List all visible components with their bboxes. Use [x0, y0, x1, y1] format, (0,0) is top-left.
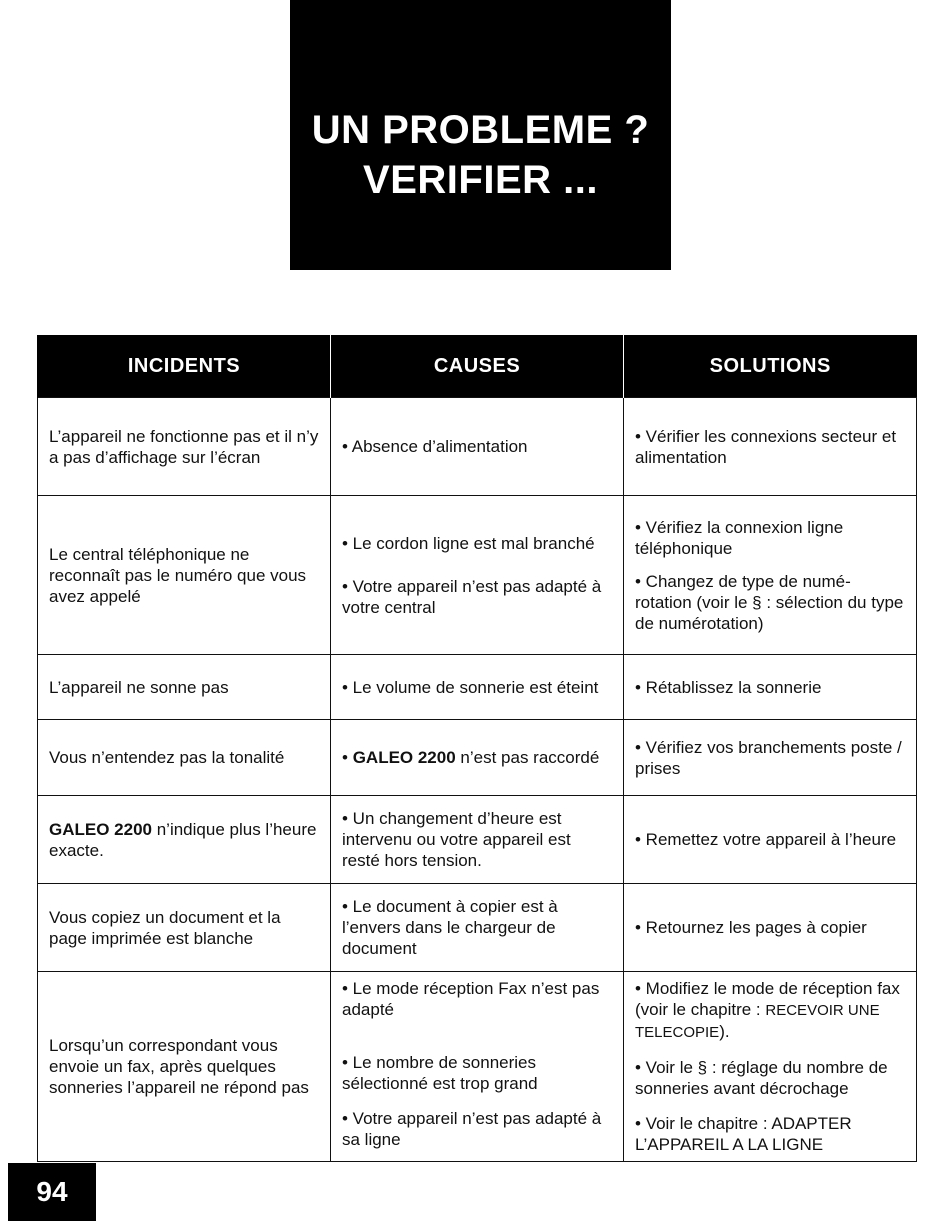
solution-cell	[624, 398, 917, 496]
incident-cell	[38, 720, 331, 796]
solution-text: • Vérifiez la connexion ligne téléphonique	[635, 517, 844, 558]
solution-end: ).	[719, 1022, 730, 1041]
solution-text: • Vérifiez vos branchements poste / prises	[635, 737, 902, 778]
incident-text: Vous copiez un document et la page imprimée est blanche	[49, 907, 281, 948]
incident-cell	[38, 884, 331, 972]
incident-text: L’appareil ne fonctionne pas et il n’y a pas d’affichage sur l’écran	[49, 426, 319, 467]
incident-cell	[38, 655, 331, 720]
incident-text: Le central téléphonique ne reconnaît pas le numéro que vous avez appelé	[49, 544, 307, 606]
cause-cell	[331, 884, 624, 972]
cause-cell	[331, 655, 624, 720]
table-row	[38, 496, 917, 655]
header-solutions: SOLUTIONS	[624, 335, 917, 398]
incident-text: Lorsqu’un correspondant vous envoie un fax, après quelques sonneries l’appareil ne répond pas	[49, 1036, 309, 1097]
page-title-line-1: UN PROBLEME ?	[311, 108, 650, 152]
solution-cell	[624, 972, 917, 1162]
solution-text: • Voir le § : réglage du nombre de sonneries avant décrochage	[635, 1058, 888, 1098]
incident-cell	[38, 796, 331, 884]
incident-cell	[38, 398, 331, 496]
table-row	[38, 796, 917, 884]
table-row	[38, 398, 917, 496]
solution-text: • Remettez votre appareil à l’heure	[635, 830, 897, 849]
incident-text: Vous n’entendez pas la tonalité	[49, 748, 285, 767]
product-name: GALEO 2200	[352, 748, 456, 767]
cause-text: • Absence d’alimentation	[342, 437, 528, 456]
cause-cell	[331, 720, 624, 796]
incident-rest: n’indique plus l’heure exacte.	[49, 819, 317, 860]
cause-rest: n’est pas raccordé	[455, 748, 600, 767]
solution-text: • Voir le chapitre : ADAPTER L’APPAREIL A LA LIGNE	[635, 1114, 852, 1154]
cause-text: • Le volume de sonnerie est éteint	[342, 677, 599, 697]
solution-cell	[624, 796, 917, 884]
solution-cell	[624, 655, 917, 720]
table-row	[38, 972, 917, 1162]
incident-cell	[38, 972, 331, 1162]
solution-cell	[624, 720, 917, 796]
cause-text: • Le nombre de sonneries sélectionné est trop grand	[342, 1053, 538, 1093]
troubleshooting-table	[37, 335, 917, 1162]
page-title-block	[290, 0, 671, 270]
cause-text: • Le mode réception Fax n’est pas adapté	[342, 979, 600, 1019]
solution-text: • Rétablissez la sonnerie	[635, 677, 822, 697]
solution-text: • Vérifier les connexions secteur et alimentation	[635, 426, 897, 467]
cause-text: • Le cordon ligne est mal branché	[342, 533, 595, 553]
page-title-line-2: VERIFIER ...	[363, 158, 598, 202]
cause-text: • Votre appareil n’est pas adapté à votre central	[342, 576, 602, 617]
solution-lead: • Modifiez le mode de réception fax (voir le chapitre :	[635, 979, 900, 1019]
header-incidents: INCIDENTS	[38, 335, 331, 398]
cause-cell	[331, 496, 624, 655]
chapter-reference: RECEVOIR UNE TELECOPIE	[635, 1002, 880, 1041]
solution-cell	[624, 884, 917, 972]
product-name: GALEO 2200	[49, 819, 152, 839]
page-number: 94	[8, 1163, 96, 1221]
table-row	[38, 720, 917, 796]
cause-cell	[331, 796, 624, 884]
header-causes: CAUSES	[331, 335, 624, 398]
cause-bullet: •	[342, 748, 353, 767]
cause-text: • Votre appareil n’est pas adapté à sa ligne	[342, 1109, 602, 1149]
cause-cell	[331, 398, 624, 496]
table-row	[38, 655, 917, 720]
table-header-row	[38, 335, 917, 398]
solution-text	[635, 978, 906, 1043]
table-row	[38, 884, 917, 972]
cause-text: • Le document à copier est à l’envers dans le chargeur de document	[342, 897, 558, 958]
incident-text: L’appareil ne sonne pas	[49, 677, 229, 697]
cause-cell	[331, 972, 624, 1162]
incident-cell	[38, 496, 331, 655]
cause-text: • Un changement d’heure est intervenu ou votre appareil est resté hors tension.	[342, 809, 571, 870]
solution-text: • Changez de type de numé-rotation (voir le § : sélection du type de numérotation)	[635, 571, 904, 633]
solution-text: • Retournez les pages à copier	[635, 918, 867, 937]
solution-cell	[624, 496, 917, 655]
cause-text	[342, 747, 613, 768]
incident-text	[49, 819, 320, 861]
